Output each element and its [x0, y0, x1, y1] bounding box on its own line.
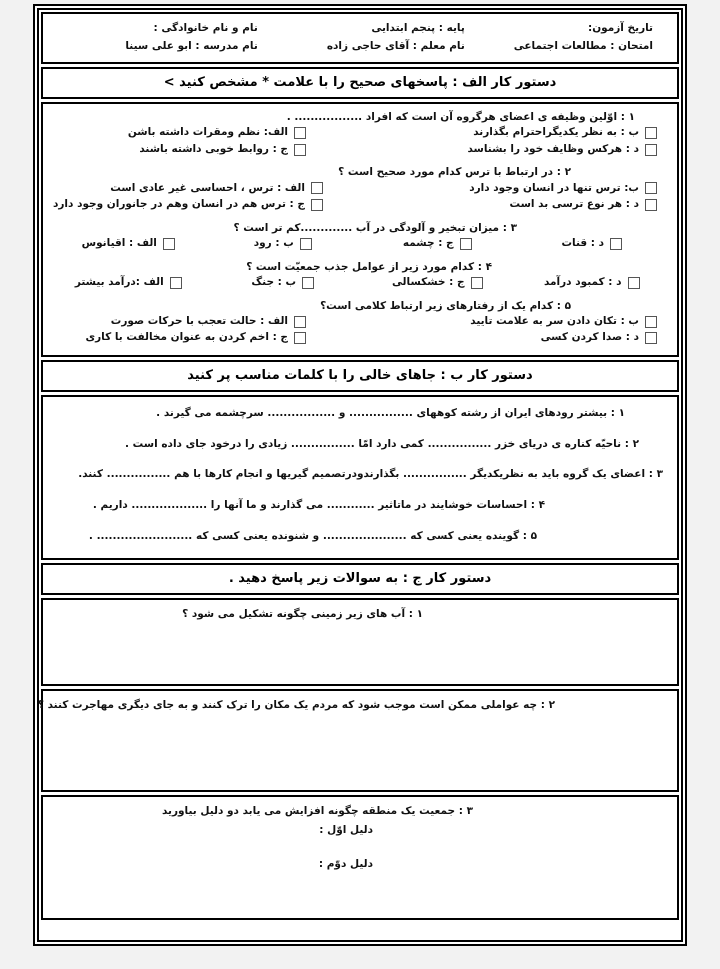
checkbox-icon[interactable]	[311, 182, 323, 194]
open-question-1-text: ۱ : آب های زیر زمینی چگونه تشکیل می شود ؟	[182, 608, 423, 621]
checkbox-icon[interactable]	[610, 238, 622, 250]
mcq-q1-option-d-label: د : هرکس وظایف خود را بشناسد	[467, 142, 639, 155]
mcq-q3-option-a[interactable]	[53, 237, 204, 251]
section-c-title-text: دستور کار ج : به سوالات زیر پاسخ دهید .	[228, 571, 492, 587]
header-column-grade-teacher	[262, 20, 483, 55]
mcq-question-5	[53, 299, 667, 345]
mcq-q5-option-c[interactable]	[53, 331, 358, 345]
mcq-q3-option-c-label: ج : چشمه	[402, 237, 454, 250]
mcq-q1-option-a-label: الف: نظم ومقرات داشته باشن	[127, 126, 288, 139]
checkbox-icon[interactable]	[645, 144, 657, 156]
mcq-question-3	[53, 221, 667, 251]
mcq-q2-option-c-label: ج : ترس هم در انسان وهم در جانوران وجود دارد	[53, 198, 305, 211]
header-column-date-subject	[483, 20, 667, 55]
mcq-question-4-options	[53, 276, 667, 290]
mcq-q5-option-a[interactable]	[53, 315, 358, 329]
mcq-question-4-stem: ۴ : کدام مورد زیر از عوامل جذب جمعیّت است ؟	[246, 260, 492, 273]
section-a-title-bar	[41, 67, 679, 99]
checkbox-icon[interactable]	[302, 277, 314, 289]
mcq-question-1	[53, 110, 667, 156]
mcq-question-4	[53, 260, 667, 290]
exam-subject-label: امتحان : مطالعات اجتماعی	[513, 39, 653, 52]
mcq-q3-option-b-label: ب : رود	[253, 237, 294, 250]
checkbox-icon[interactable]	[294, 332, 306, 344]
mcq-q5-option-d-label: د : صدا کردن کسی	[540, 331, 639, 344]
exam-sheet-inner-frame	[37, 8, 683, 942]
teacher-name-label: نام معلم : آقای حاجی زاده	[326, 39, 465, 52]
mcq-question-2-options	[53, 182, 667, 212]
fill-blank-item-2[interactable]: ۲ : ناحیّه کناره ی دریای خزر ................ کمی دارد امّا ................ زیادی را درخود جای داده است .	[125, 437, 639, 450]
fill-blank-item-4[interactable]: ۴ : احساسات خوشایند در ماتاثیر ............ می گذارند و ما آنها را ................... داریم .	[92, 499, 545, 512]
section-a-questions-body	[41, 102, 679, 357]
mcq-question-3-options	[53, 237, 667, 251]
mcq-q5-option-a-label: الف : حالت تعجب با حرکات صورت	[110, 314, 288, 327]
mcq-q5-option-c-label: ج : اخم کردن به عنوان مخالفت با کاری	[85, 331, 288, 344]
mcq-q5-option-b[interactable]	[362, 315, 667, 329]
mcq-q3-option-d-label: د : قنات	[561, 237, 605, 250]
mcq-q1-option-b[interactable]	[362, 126, 667, 140]
checkbox-icon[interactable]	[294, 316, 306, 328]
section-b-title-bar	[41, 360, 679, 392]
open-question-3-text: ۳ : جمعیت یک منطقه چگونه افزایش می یابد دو دلیل بیاورید	[161, 805, 473, 818]
mcq-q3-option-c[interactable]	[362, 237, 513, 251]
student-name-field-label: نام و نام خانوادگی :	[153, 22, 258, 35]
checkbox-icon[interactable]	[645, 182, 657, 194]
exam-date-label: تاریخ آزمون:	[588, 22, 653, 35]
mcq-q1-option-c[interactable]	[53, 143, 358, 157]
mcq-q4-option-b[interactable]	[208, 276, 359, 290]
mcq-q4-option-d[interactable]	[517, 276, 668, 290]
section-b-title-text: دستور کار ب : جاهای خالی را با کلمات مناسب پر کنید	[187, 367, 533, 383]
school-name-label: نام مدرسه : ابو علی سینا	[125, 39, 258, 52]
checkbox-icon[interactable]	[645, 199, 657, 211]
checkbox-icon[interactable]	[471, 277, 483, 289]
checkbox-icon[interactable]	[300, 238, 312, 250]
mcq-q4-option-d-label: د : کمبود درآمد	[543, 275, 622, 288]
checkbox-icon[interactable]	[170, 277, 182, 289]
checkbox-icon[interactable]	[645, 127, 657, 139]
open-question-2[interactable]	[37, 689, 679, 792]
checkbox-icon[interactable]	[628, 277, 640, 289]
open-question-1[interactable]	[41, 598, 679, 686]
mcq-q3-option-a-label: الف : اقیانوس	[81, 237, 157, 250]
mcq-q1-option-a[interactable]	[53, 126, 358, 140]
fill-blank-item-3[interactable]: ۳ : اعضای یک گروه باید به نظریکدیگر ................ بگذارندودرتصمیم گیریها و انجام کارها با هم ................ کنند.	[78, 468, 663, 481]
mcq-question-5-stem: ۵ : کدام یک از رفتارهای زیر ارتباط کلامی است؟	[320, 299, 571, 312]
checkbox-icon[interactable]	[294, 127, 306, 139]
open-question-3-reason-1-label: دلیل اوّل :	[319, 823, 373, 836]
mcq-question-1-stem: ۱ : اوّلین وظیفه ی اعضای هرگروه آن است که افراد ................. .	[286, 111, 635, 123]
mcq-q2-option-d[interactable]	[379, 198, 667, 212]
checkbox-icon[interactable]	[645, 316, 657, 328]
mcq-q3-option-b[interactable]	[208, 237, 359, 251]
mcq-q2-option-c[interactable]	[53, 198, 375, 212]
mcq-q2-option-b-label: ب: ترس تنها در انسان وجود دارد	[469, 181, 639, 194]
mcq-q2-option-b[interactable]	[379, 182, 667, 196]
mcq-q4-option-a[interactable]	[53, 276, 204, 290]
checkbox-icon[interactable]	[645, 332, 657, 344]
exam-header-block	[41, 12, 679, 64]
checkbox-icon[interactable]	[294, 144, 306, 156]
fill-blank-item-5[interactable]: ۵ : گوینده یعنی کسی که ..................... و شنونده یعنی کسی که ........................ .	[88, 529, 537, 542]
section-a-title-text: دستور کار الف : پاسخهای صحیح را با علامت * مشخص کنید >	[163, 75, 557, 90]
section-b-fill-blank-body	[41, 395, 679, 560]
exam-sheet-outer-frame	[33, 4, 687, 946]
mcq-question-2	[53, 165, 667, 211]
open-question-3[interactable]	[41, 795, 679, 920]
checkbox-icon[interactable]	[163, 238, 175, 250]
mcq-q4-option-c[interactable]	[362, 276, 513, 290]
mcq-q1-option-d[interactable]	[362, 143, 667, 157]
sheet-bottom-spacer	[41, 920, 679, 940]
checkbox-icon[interactable]	[311, 199, 323, 211]
mcq-q2-option-a[interactable]	[53, 182, 375, 196]
open-question-3-reason-2-label: دلیل دوّم :	[318, 858, 373, 871]
mcq-question-5-options	[53, 315, 667, 345]
mcq-q4-option-c-label: ج : خشکسالی	[391, 275, 465, 288]
mcq-q2-option-d-label: د : هر نوع ترسی بد است	[509, 198, 639, 211]
checkbox-icon[interactable]	[460, 238, 472, 250]
open-question-2-text: ۲ : چه عواملی ممکن است موجب شود که مردم یک مکان را ترک کنند و به جای دیگری مهاجرت کنند ؟	[37, 699, 555, 712]
mcq-q4-option-a-label: الف :درآمد بیشتر	[74, 275, 164, 288]
mcq-q3-option-d[interactable]	[517, 237, 668, 251]
header-column-student-school	[53, 20, 262, 55]
mcq-q2-option-a-label: الف : ترس ، احساسی غیر عادی است	[110, 181, 305, 194]
mcq-q5-option-b-label: ب : تکان دادن سر به علامت تایید	[470, 314, 639, 327]
mcq-q4-option-b-label: ب : جنگ	[251, 275, 297, 288]
mcq-q1-option-b-label: ب : به نظر یکدیگراحترام بگذارند	[473, 126, 639, 139]
section-c-title-bar	[41, 563, 679, 595]
fill-blank-item-1[interactable]: ۱ : بیشتر رودهای ایران از رشته کوههای ................ و ................. سرچشمه می گیرند .	[156, 406, 625, 419]
mcq-q1-option-c-label: ج : روابط خوبی داشته باشند	[139, 142, 288, 155]
mcq-question-1-options	[53, 126, 667, 156]
mcq-question-2-stem: ۲ : در ارتباط با ترس کدام مورد صحیح است ؟	[338, 166, 571, 179]
grade-label: پایه : پنجم ابتدایی	[371, 22, 465, 35]
mcq-question-3-stem: ۳ : میزان تبخیر و آلودگی در آب .............کم تر است ؟	[233, 221, 517, 234]
mcq-q5-option-d[interactable]	[362, 331, 667, 345]
